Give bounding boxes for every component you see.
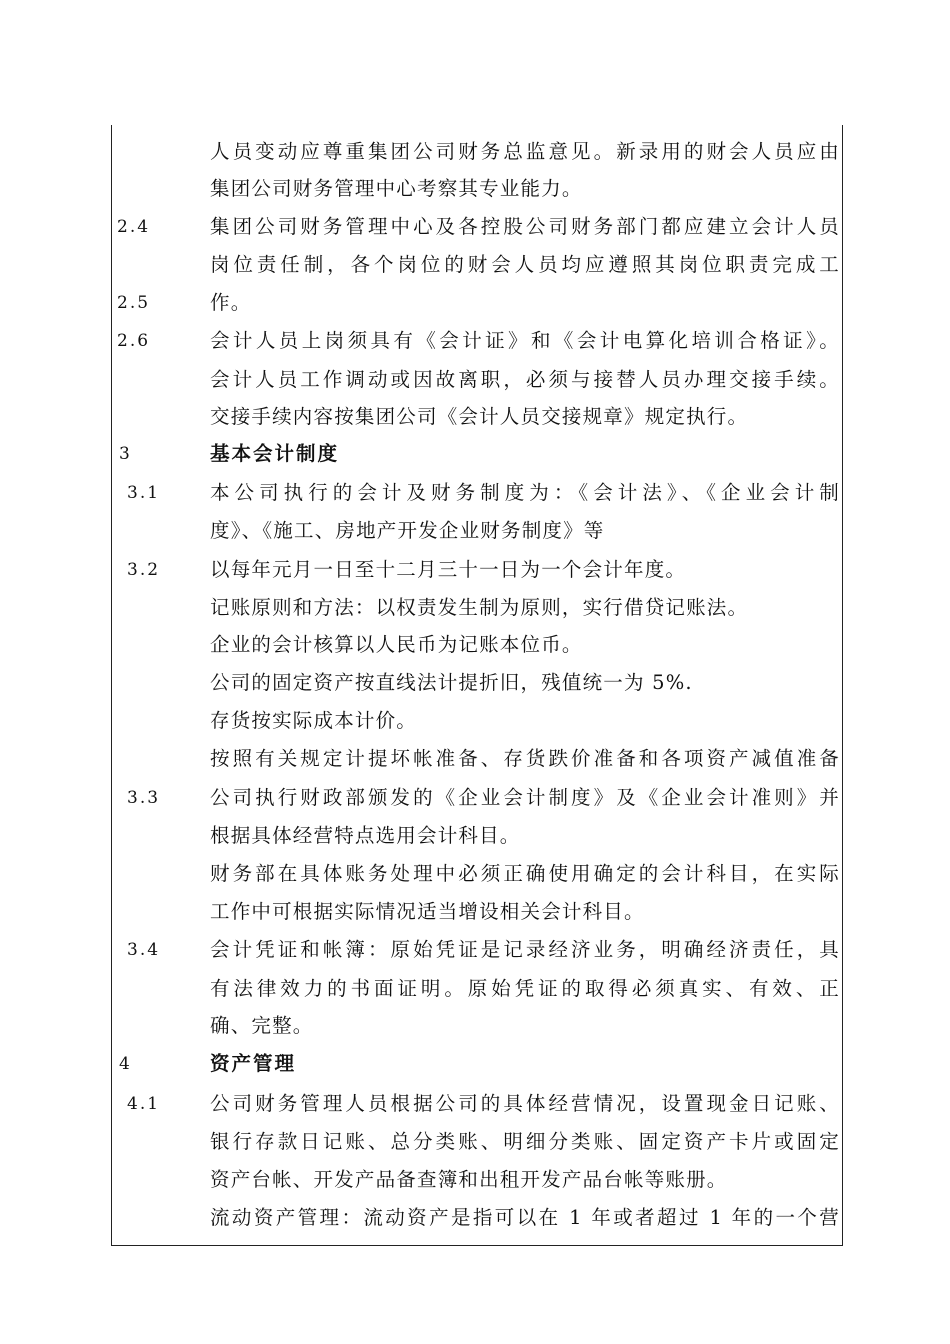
paragraph-text: 会计凭证和帐簿：原始凭证是记录经济业务，明确经济责任，具 [210, 938, 840, 961]
text-line [0, 246, 950, 284]
text-line [0, 817, 950, 855]
text-line [0, 170, 950, 208]
paragraph-text: 交接手续内容按集团公司《会计人员交接规章》规定执行。 [210, 405, 749, 428]
text-line [0, 1161, 950, 1199]
section-number: 3.1 [127, 483, 161, 503]
section-number: 3.3 [127, 788, 161, 808]
section-heading-row [0, 1045, 950, 1083]
section-number: 3.4 [127, 940, 161, 960]
text-line [0, 322, 950, 360]
section-number: 4 [119, 1054, 132, 1074]
paragraph-text: 确、完整。 [210, 1014, 314, 1037]
text-line [0, 361, 950, 399]
paragraph-text: 集团公司财务管理中心考察其专业能力。 [210, 177, 583, 200]
text-line [0, 931, 950, 969]
text-line [0, 284, 950, 322]
section-number: 4.1 [127, 1094, 161, 1114]
section-heading-row [0, 435, 950, 473]
text-line [0, 208, 950, 246]
paragraph-text: 财务部在具体账务处理中必须正确使用确定的会计科目，在实际 [210, 862, 840, 885]
section-heading: 基本会计制度 [210, 442, 340, 465]
paragraph-text: 人员变动应尊重集团公司财务总监意见。新录用的财会人员应由 [210, 140, 840, 163]
paragraph-text: 存货按实际成本计价。 [210, 709, 418, 732]
text-line [0, 133, 950, 171]
paragraph-text: 作。 [210, 291, 252, 314]
paragraph-text: 公司的固定资产按直线法计提折旧，残值统一为 5%. [210, 671, 693, 694]
paragraph-text: 按照有关规定计提坏帐准备、存货跌价准备和各项资产减值准备 [210, 747, 840, 770]
paragraph-text: 度》、《施工、房地产开发企业财务制度》等 [210, 519, 605, 542]
paragraph-text: 集团公司财务管理中心及各控股公司财务部门都应建立会计人员 [210, 215, 840, 238]
text-line [0, 1123, 950, 1161]
paragraph-text: 企业的会计核算以人民币为记账本位币。 [210, 633, 583, 656]
text-line [0, 626, 950, 664]
paragraph-text: 会计人员上岗须具有《会计证》和《会计电算化培训合格证》。 [210, 329, 840, 352]
section-number: 2.5 [117, 293, 151, 313]
section-number: 3.2 [127, 560, 161, 580]
paragraph-text: 有法律效力的书面证明。原始凭证的取得必须真实、有效、正 [210, 977, 840, 1000]
text-line [0, 855, 950, 893]
text-line [0, 551, 950, 589]
text-line [0, 1007, 950, 1045]
paragraph-text: 公司财务管理人员根据公司的具体经营情况，设置现金日记账、 [210, 1092, 840, 1115]
paragraph-text: 银行存款日记账、总分类账、明细分类账、固定资产卡片或固定 [210, 1130, 840, 1153]
paragraph-text: 流动资产管理：流动资产是指可以在 1 年或者超过 1 年的一个营 [210, 1206, 840, 1229]
text-line [0, 1199, 950, 1237]
paragraph-text: 以每年元月一日至十二月三十一日为一个会计年度。 [210, 558, 687, 581]
paragraph-text: 资产台帐、开发产品备查簿和出租开发产品台帐等账册。 [210, 1168, 728, 1191]
text-line [0, 970, 950, 1008]
section-heading: 资产管理 [210, 1052, 297, 1075]
paragraph-text: 工作中可根据实际情况适当增设相关会计科目。 [210, 900, 645, 923]
text-line [0, 740, 950, 778]
text-line [0, 779, 950, 817]
text-line [0, 702, 950, 740]
paragraph-text: 公司执行财政部颁发的《企业会计制度》及《企业会计准则》并 [210, 786, 840, 809]
paragraph-text: 岗位责任制，各个岗位的财会人员均应遵照其岗位职责完成工 [210, 253, 840, 276]
paragraph-text: 本公司执行的会计及财务制度为：《会计法》、《企业会计制 [210, 481, 840, 504]
section-number: 3 [119, 444, 132, 464]
text-line [0, 893, 950, 931]
paragraph-text: 根据具体经营特点选用会计科目。 [210, 824, 521, 847]
text-line [0, 512, 950, 550]
paragraph-text: 会计人员工作调动或因故离职，必须与接替人员办理交接手续。 [210, 368, 840, 391]
text-line [0, 398, 950, 436]
paragraph-text: 记账原则和方法：以权责发生制为原则，实行借贷记账法。 [210, 596, 749, 619]
text-line [0, 589, 950, 627]
text-line [0, 474, 950, 512]
text-line [0, 664, 950, 702]
section-number: 2.6 [117, 331, 151, 351]
section-number: 2.4 [117, 217, 151, 237]
text-line [0, 1085, 950, 1123]
